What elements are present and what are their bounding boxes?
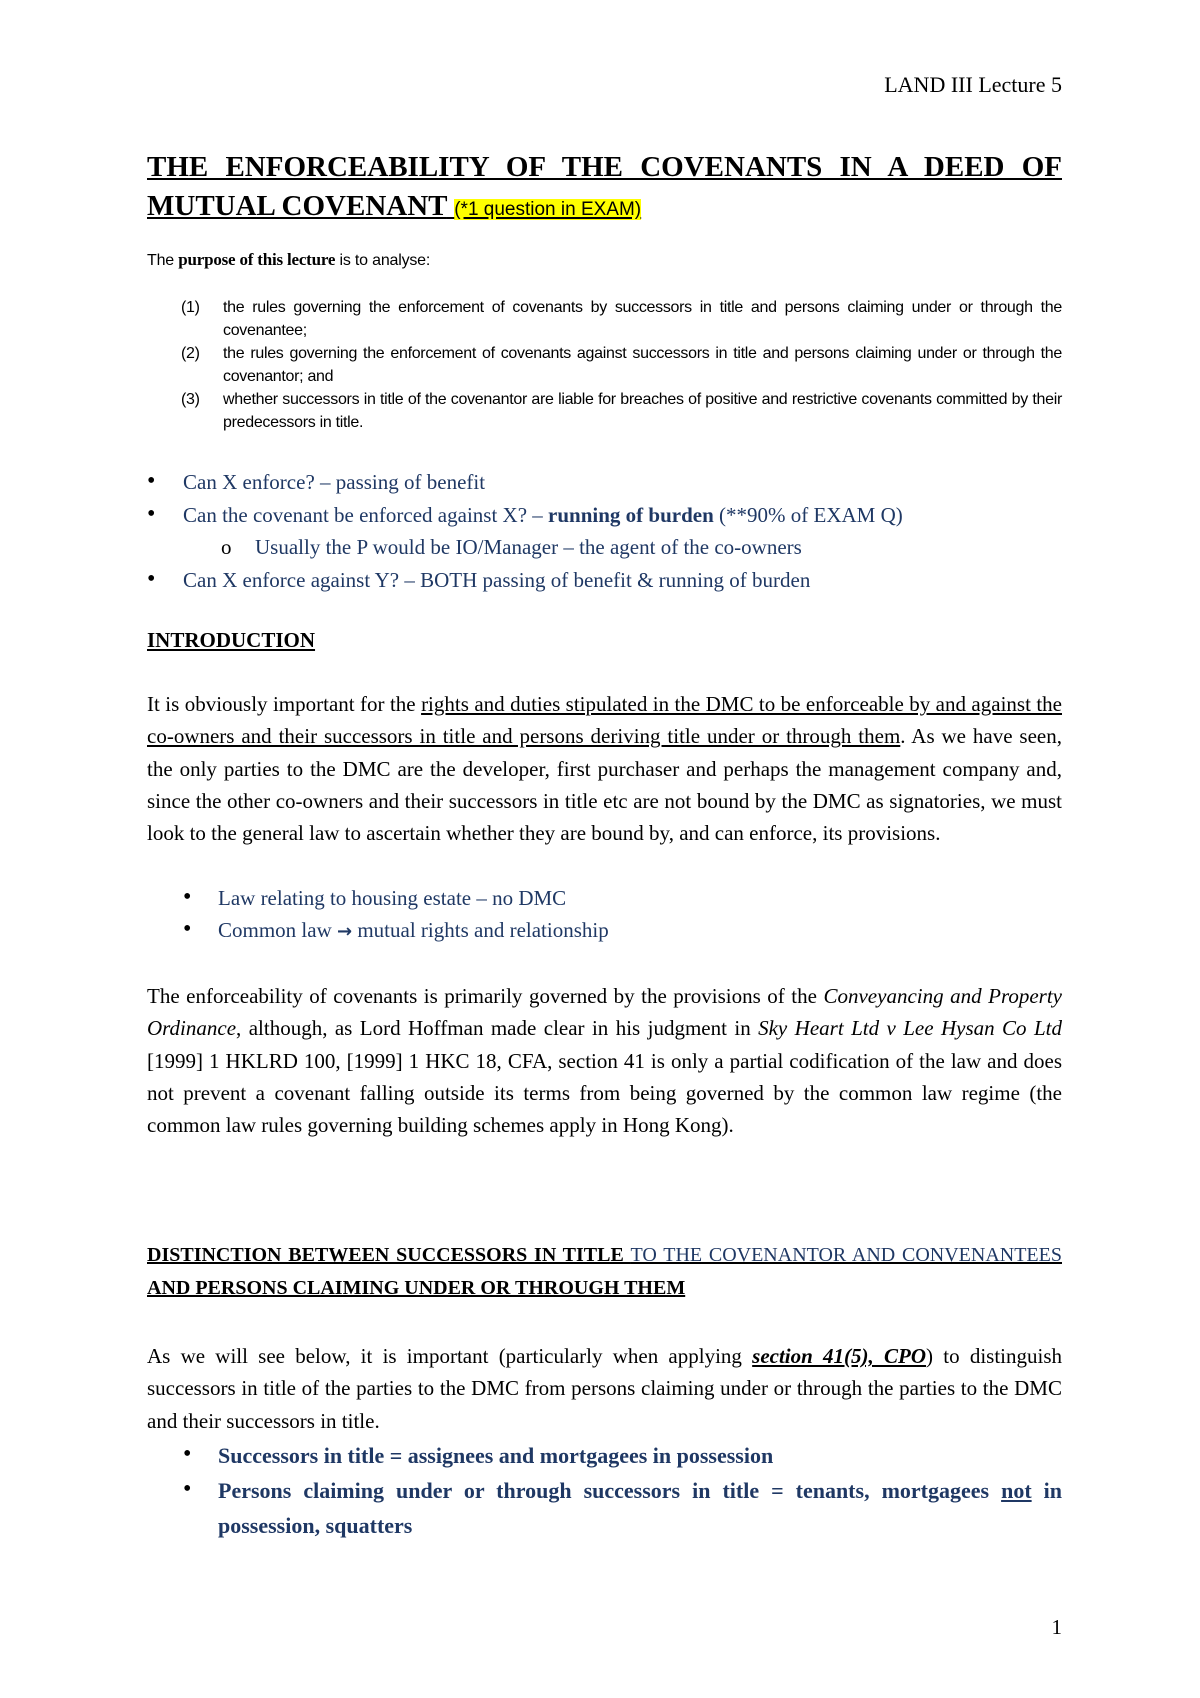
aim-text: the rules governing the enforcement of covenants by successors in title and persons claiming under or through the covenantee; — [223, 299, 1062, 339]
question-item: • Can X enforce? – passing of benefit — [147, 466, 1062, 499]
text-run: , although, as Lord Hoffman made clear in his judgment in — [236, 1016, 759, 1041]
exam-note-highlight: (*1 question in EXAM) — [454, 199, 642, 220]
text-run: . As we have seen, the only parties to the DMC are the developer, first purchaser and perhaps the management company and, since the other co-owners and their successors in title etc are not bound by the DMC as signatories, we must look to the general law to ascertain whether they are bound by, and can enforce, its provisions. — [147, 724, 1062, 846]
text-run: It is obviously important for the — [147, 692, 422, 716]
distinction-paragraph — [147, 1340, 1062, 1437]
distinction-bullet-item — [147, 1473, 1062, 1543]
intro-bullet-item: • Law relating to housing estate – no DMC — [147, 882, 1062, 914]
aim-number: (1) — [181, 299, 200, 316]
aims-list — [147, 296, 1062, 434]
purpose-suffix: is to analyse: — [335, 252, 431, 269]
intro-bullet-item — [147, 914, 1062, 948]
text-run: mutual rights and relationship — [352, 918, 609, 943]
text-run: As we will see below, it is important (particularly when applying — [147, 1344, 753, 1368]
text-run: in possession, squatters — [218, 1478, 1062, 1538]
title-text: THE ENFORCEABILITY OF THE COVENANTS IN A DEED OF MUTUAL COVENANT — [147, 151, 1062, 222]
text-run: The enforceability of covenants is primarily governed by the provisions of the — [147, 984, 824, 1008]
heading-text: DISTINCTION BETWEEN SUCCESSORS IN TITLE — [147, 1244, 631, 1266]
text-run: ) to distinguish successors in title of the parties to the DMC from persons claiming under or through the parties to the DMC and their successors in title. — [147, 1344, 1063, 1433]
page-title — [147, 148, 1062, 229]
text-run: Common law — [218, 918, 337, 943]
aim-item — [147, 296, 1062, 342]
aim-item — [147, 342, 1062, 388]
section-reference: section 41(5), CPO — [752, 1344, 927, 1368]
italic-text: Conveyancing and Property Ordinance — [147, 984, 1062, 1041]
running-header: LAND III Lecture 5 — [884, 72, 1062, 97]
aim-item — [147, 388, 1062, 434]
underlined-text: not — [1001, 1478, 1032, 1503]
purpose-prefix: The — [147, 252, 179, 269]
aim-text: whether successors in title of the covenantor are liable for breaches of positive and restrictive covenants committed by their predecessors in title. — [223, 391, 1062, 431]
question-bold: running of burden — [548, 502, 714, 527]
question-item: • Can X enforce against Y? – BOTH passing of benefit & running of burden — [147, 564, 1062, 597]
distinction-bullet-item: • Successors in title = assignees and mortgagees in possession — [147, 1438, 1062, 1473]
right-arrow-icon: → — [337, 921, 353, 943]
question-text: Can the covenant be enforced against X? – — [183, 502, 549, 527]
distinction-bullets — [147, 1438, 1062, 1543]
intro-paragraph-1 — [147, 688, 1062, 849]
purpose-statement — [147, 250, 430, 270]
heading-text: AND PERSONS CLAIMING UNDER OR THROUGH THEM — [147, 1277, 686, 1299]
intro-paragraph-2 — [147, 980, 1062, 1141]
text-run: Persons claiming under or through successors in title = tenants, mortgagees — [218, 1478, 1002, 1503]
section-heading-distinction — [147, 1239, 1062, 1305]
question-subitem: o Usually the P would be IO/Manager – the agent of the co-owners — [147, 531, 1062, 564]
aim-number: (3) — [181, 391, 200, 408]
key-questions-list — [147, 466, 1062, 596]
aim-text: the rules governing the enforcement of covenants against successors in title and persons claiming under or through the covenantor; and — [223, 345, 1062, 385]
page-number: 1 — [1051, 1615, 1062, 1639]
intro-bullets — [147, 882, 1062, 949]
heading-blue-text: TO THE COVENANTOR AND CONVENANTEES — [630, 1244, 1062, 1266]
purpose-bold: purpose of this lecture — [178, 250, 336, 269]
question-text: (**90% of EXAM Q) — [713, 502, 903, 527]
question-item — [147, 499, 1062, 532]
case-name: Sky Heart Ltd v Lee Hysan Co Ltd — [758, 1016, 1062, 1041]
section-heading-introduction: INTRODUCTION — [147, 628, 316, 652]
underlined-text: rights and duties stipulated in the DMC to be enforceable by and against the co-owners and their successors in title and persons deriving title under or through them — [147, 692, 1062, 749]
aim-number: (2) — [181, 345, 200, 362]
text-run: [1999] 1 HKLRD 100, [1999] 1 HKC 18, CFA, section 41 is only a partial codification of the law and does not prevent a covenant falling outside its terms from being governed by the common law regime (the common law rules governing building schemes apply in Hong Kong). — [147, 1048, 1062, 1138]
